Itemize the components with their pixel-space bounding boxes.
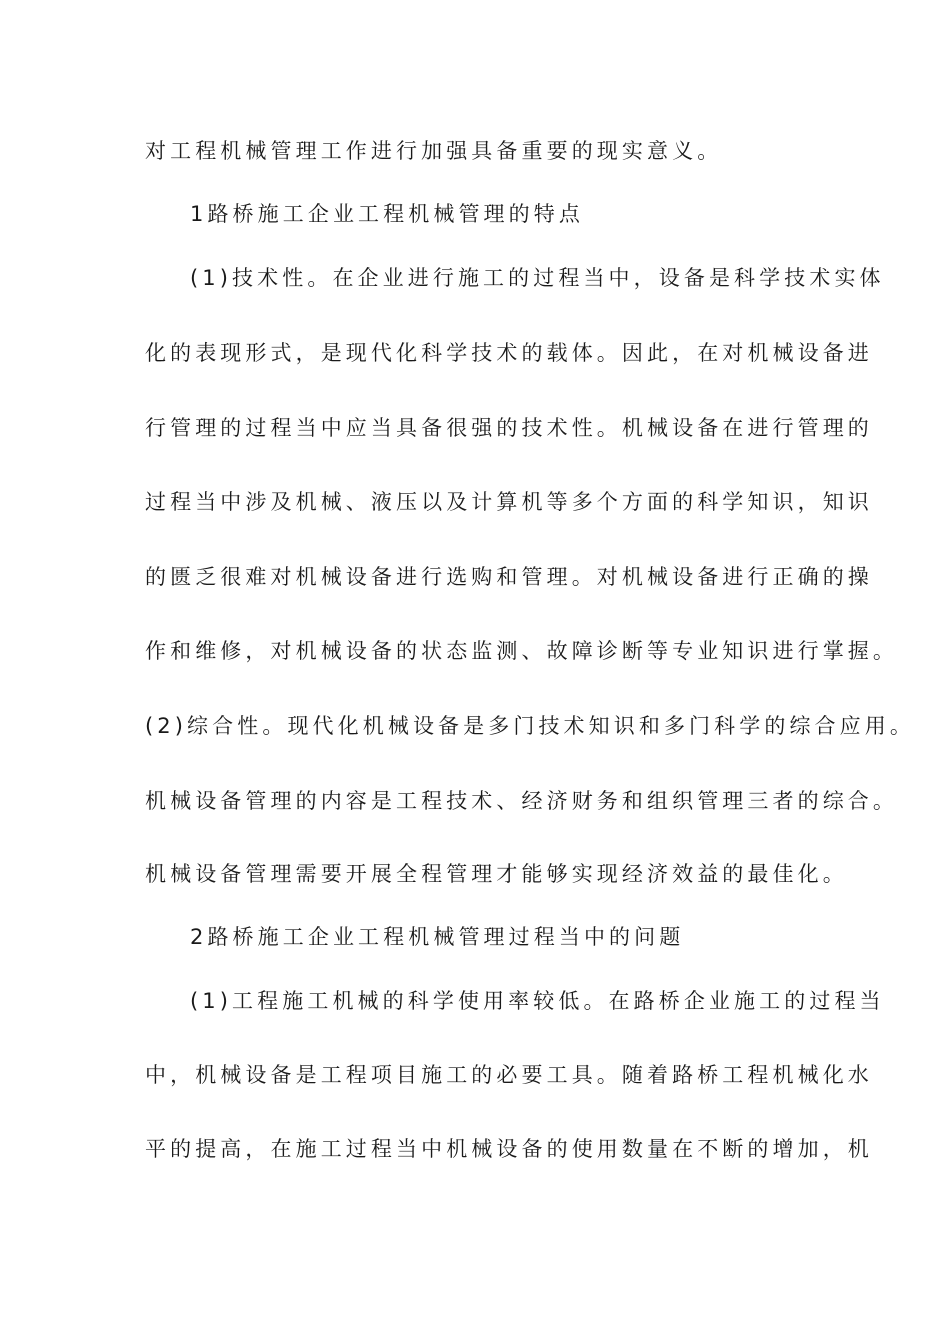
paragraph-line: 行管理的过程当中应当具备很强的技术性。机械设备在进行管理的 (145, 416, 873, 440)
paragraph-line: (1)技术性。在企业进行施工的过程当中，设备是科学技术实体 (190, 266, 885, 290)
paragraph-line: 对工程机械管理工作进行加强具备重要的现实意义。 (145, 139, 723, 163)
paragraph-line: 中，机械设备是工程项目施工的必要工具。随着路桥工程机械化水 (145, 1063, 873, 1087)
paragraph-line: 平的提高，在施工过程当中机械设备的使用数量在不断的增加，机 (145, 1137, 873, 1161)
paragraph-line: (1)工程施工机械的科学使用率较低。在路桥企业施工的过程当 (190, 989, 885, 1013)
paragraph-line: 过程当中涉及机械、液压以及计算机等多个方面的科学知识，知识 (145, 490, 873, 514)
section-heading: 2路桥施工企业工程机械管理过程当中的问题 (190, 925, 685, 949)
paragraph-line: 机械设备管理需要开展全程管理才能够实现经济效益的最佳化。 (145, 862, 848, 886)
section-heading: 1路桥施工企业工程机械管理的特点 (190, 202, 584, 226)
paragraph-line: 化的表现形式，是现代化科学技术的载体。因此，在对机械设备进 (145, 341, 873, 365)
paragraph-line: 机械设备管理的内容是工程技术、经济财务和组织管理三者的综合。 (145, 789, 898, 813)
paragraph-line: (2)综合性。现代化机械设备是多门技术知识和多门科学的综合应用。 (145, 714, 915, 738)
paragraph-line: 的匮乏很难对机械设备进行选购和管理。对机械设备进行正确的操 (145, 565, 873, 589)
paragraph-line: 作和维修，对机械设备的状态监测、故障诊断等专业知识进行掌握。 (145, 639, 898, 663)
